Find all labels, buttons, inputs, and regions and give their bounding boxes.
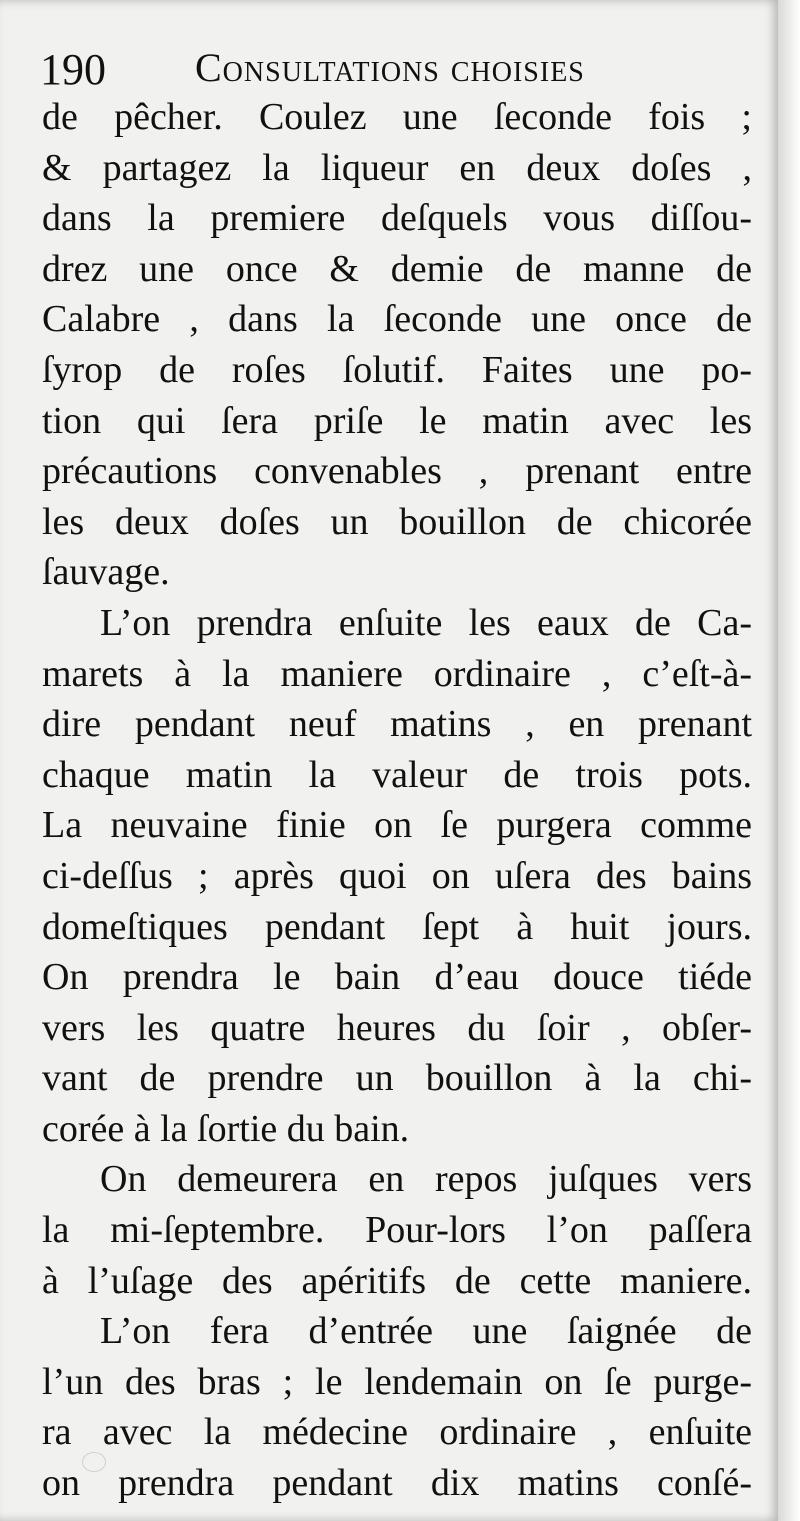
text-line: Calabre , dans la ſeconde une once de [42, 298, 752, 341]
text-line: à l’uſage des apéritifs de cette maniere. [42, 1259, 752, 1302]
page-number: 190 [40, 45, 106, 94]
text-line: drez une once & demie de manne de [42, 247, 752, 290]
text-line: ſauvage. [42, 551, 170, 594]
text-line: de pêcher. Coulez une ſeconde fois ; [42, 96, 752, 138]
text-line: L’on prendra enſuite les eaux de Ca- [100, 601, 752, 644]
text-line: corée à la ſortie du bain. [42, 1107, 410, 1150]
page-edge [778, 0, 800, 1521]
text-line: & partagez la liqueur en deux doſes , [42, 146, 752, 189]
text-line: les deux doſes un bouillon de chicorée [42, 500, 752, 543]
text-line: tion qui ſera priſe le matin avec les [42, 399, 752, 442]
text-line: On prendra le bain d’eau douce tiéde [42, 956, 752, 999]
page-header [40, 40, 680, 100]
text-line: dire pendant neuf matins , en prenant [42, 703, 752, 746]
text-line: On demeurera en repos juſques vers [100, 1158, 752, 1201]
text-line: précautions convenables , prenant entre [42, 450, 752, 493]
text-line: la mi-ſeptembre. Pour-lors l’on paſſera [42, 1209, 752, 1252]
text-line: La neuvaine finie on ſe purgera comme [42, 804, 752, 847]
text-line: ra avec la médecine ordinaire , enſuite [42, 1411, 752, 1454]
text-line: on prendra pendant dix matins conſé- [42, 1462, 752, 1505]
text-line: domeſtiques pendant ſept à huit jours. [42, 905, 752, 948]
text-line: marets à la maniere ordinaire , c’eſt-à- [42, 652, 752, 695]
text-line: ſyrop de roſes ſolutif. Faites une po- [42, 348, 752, 391]
text-line: chaque matin la valeur de trois pots. [42, 753, 752, 796]
text-line: dans la premiere deſquels vous diſſou- [42, 197, 752, 240]
text-line: vers les quatre heures du ſoir , obſer- [42, 1006, 752, 1049]
running-title: Consultations choisies [195, 45, 585, 90]
text-line: ci-deſſus ; après quoi on uſera des bains [42, 854, 752, 897]
text-line: vant de prendre un bouillon à la chi- [42, 1057, 752, 1100]
text-line: l’un des bras ; le lendemain on ſe purge- [42, 1360, 752, 1403]
text-line: L’on fera d’entrée une ſaignée de [100, 1310, 752, 1353]
body-text [42, 92, 752, 1509]
ink-smudge [82, 1452, 106, 1472]
